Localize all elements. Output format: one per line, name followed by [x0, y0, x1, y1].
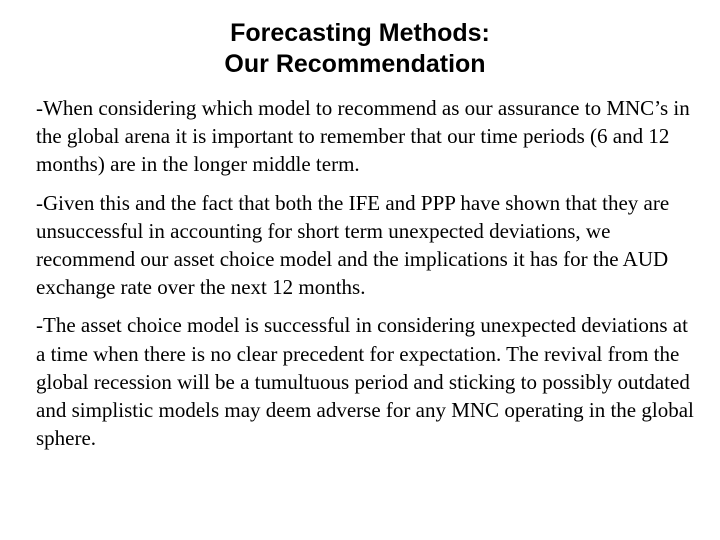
title-line-2: Our Recommendation [224, 50, 486, 78]
paragraph-asset-choice-model: -The asset choice model is successful in considering unexpected deviations at a time when there is no clear precedent for expectation. The revival from the global recession will be a tumultuous period and sticking to possibly outdated and simplistic models may deem adverse for any MNC operating in the global sphere. [36, 313, 694, 451]
slide-body [36, 94, 696, 462]
paragraph-ife-ppp-recommendation: -Given this and the fact that both the IFE and PPP have shown that they are unsuccessful in accounting for short term unexpected deviations, we recommend our asset choice model and the implications it has for the AUD exchange rate over the next 12 months. [36, 190, 670, 300]
slide-title [0, 18, 720, 80]
paragraph-model-time-period: -When considering which model to recommend as our assurance to MNC’s in the global arena it is important to remember that our time periods (6 and 12 months) are in the longer middle term. [36, 96, 690, 177]
title-line-1: Forecasting Methods: [230, 19, 490, 47]
